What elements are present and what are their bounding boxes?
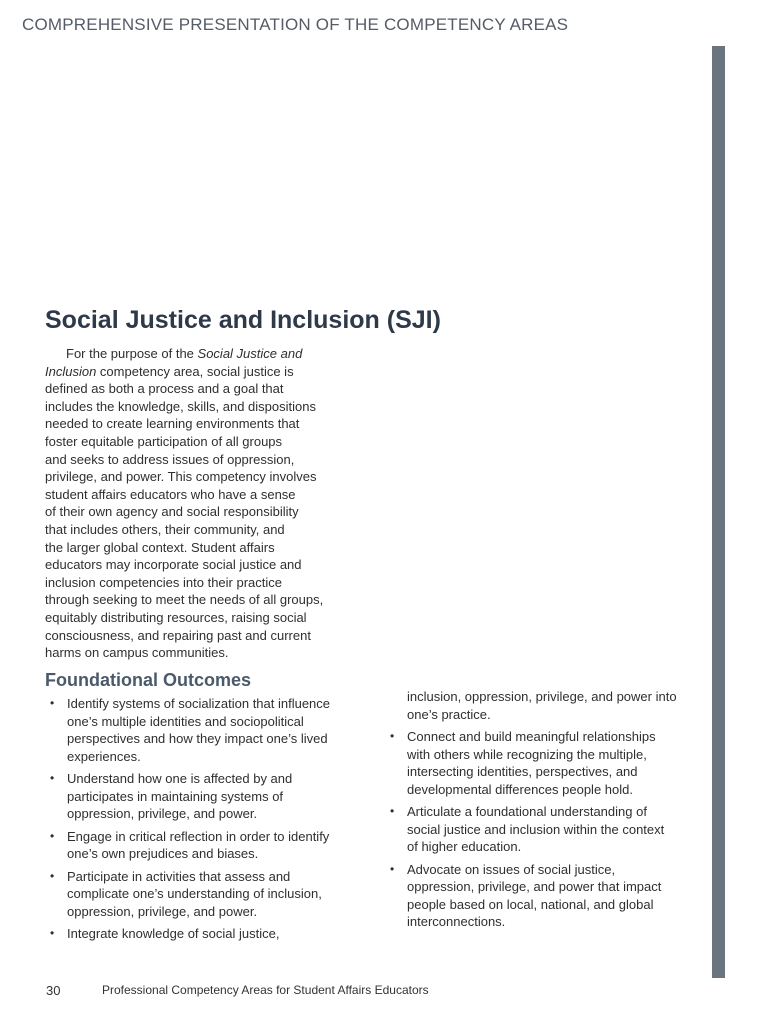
outcome-text-line: Articulate a foundational understanding of [407,804,647,819]
bullet-icon: • [390,729,395,743]
bullet-icon: • [50,771,55,785]
outcome-text-line: Integrate knowledge of social justice, [67,926,280,941]
outcome-item [388,861,708,931]
intro-text: competency area, social justice is [96,363,294,379]
outcome-text-line: Participate in activities that assess and [67,868,291,884]
footer-title: Professional Competency Areas for Student Affairs Educators [102,983,429,997]
outcome-item [48,770,368,823]
intro-line [45,644,365,662]
outcome-text-line: inclusion, oppression, privilege, and power into [407,689,677,704]
intro-line [45,627,365,645]
outcome-text-line: Understand how one is affected by and [67,771,293,786]
intro-text: and seeks to address issues of oppression, [45,451,295,467]
bullet-icon: • [50,828,55,843]
intro-line [45,591,365,609]
outcome-text-line: participates in maintaining systems of [67,788,284,804]
intro-text: equitably distributing resources, raising social [45,609,307,625]
side-accent-bar [712,46,725,978]
intro-text: of their own agency and social responsibility [45,504,299,520]
outcome-text-line: oppression, privilege, and power that impact [407,879,662,894]
intro-paragraph [45,345,365,662]
intro-line [45,398,365,416]
outcome-text-line: oppression, privilege, and power. [67,806,258,821]
bullet-icon: • [390,804,395,818]
outcome-text-line: social justice and inclusion within the context [407,821,665,837]
intro-text: that includes others, their community, and [45,521,285,537]
foundational-outcomes-heading: Foundational Outcomes [45,670,252,690]
outcomes-list-right [388,688,708,936]
outcome-text-line: with others while recognizing the multiple, [407,746,647,762]
intro-text: student affairs educators who have a sense [45,486,296,502]
outcome-text-line: interconnections. [407,914,506,929]
bullet-icon: • [50,868,55,883]
outcome-item [48,868,368,921]
intro-line [45,556,365,574]
intro-line [45,433,365,451]
intro-text: inclusion competencies into their practice [45,574,283,590]
outcome-item [48,695,368,765]
intro-text: harms on campus communities. [45,645,229,661]
intro-line [45,574,365,592]
outcome-text-line: one’s multiple identities and sociopolitical [67,713,304,729]
outcomes-list-left [48,695,368,948]
intro-text: privilege, and power. This competency involves [45,469,317,485]
bullet-icon: • [50,926,55,940]
intro-line [45,609,365,627]
intro-line [45,363,365,381]
outcome-text-line: oppression, privilege, and power. [67,903,258,919]
intro-text: educators may incorporate social justice and [45,557,302,573]
intro-text: foster equitable participation of all groups [45,433,283,449]
running-head: COMPREHENSIVE PRESENTATION OF THE COMPETENCY AREAS [22,15,569,34]
intro-text: consciousness, and repairing past and current [45,627,311,643]
outcome-text-line: complicate one’s understanding of inclusion, [67,886,322,901]
outcome-text-line: experiences. [67,748,141,764]
outcome-item [48,925,368,943]
bullet-icon: • [390,861,395,876]
intro-text: through seeking to meet the needs of all groups, [45,592,324,608]
intro-line [45,451,365,469]
intro-text: For the purpose of the [66,346,198,361]
outcome-text-line: perspectives and how they impact one’s lived [67,731,328,746]
page-number: 30 [46,983,61,998]
outcome-item [48,828,368,863]
outcome-text-line: Advocate on issues of social justice, [407,861,616,877]
outcome-item-continuation [388,688,708,723]
intro-text: defined as both a process and a goal that [45,381,284,397]
outcome-text-line: Connect and build meaningful relationships [407,729,656,744]
intro-line [45,503,365,521]
outcome-text-line: one’s practice. [407,706,491,722]
outcome-text-line: Identify systems of socialization that influence [67,696,331,711]
outcome-text-line: Engage in critical reflection in order to identify [67,828,330,844]
bullet-icon: • [50,696,55,710]
outcome-text-line: people based on local, national, and global [407,896,654,912]
outcome-item [388,803,708,856]
outcome-text-line: intersecting identities, perspectives, and [407,764,638,779]
intro-line [45,415,365,433]
outcome-text-line: one’s own prejudices and biases. [67,846,259,861]
intro-line [45,521,365,539]
intro-line [45,486,365,504]
intro-line [45,468,365,486]
outcome-text-line: developmental differences people hold. [407,781,633,797]
intro-line [45,345,365,363]
intro-text: includes the knowledge, skills, and dispositions [45,398,316,414]
intro-line [45,539,365,557]
intro-text: the larger global context. Student affairs [45,539,275,555]
outcome-text-line: of higher education. [407,839,522,854]
intro-line [45,380,365,398]
outcome-item [388,728,708,798]
section-title: Social Justice and Inclusion (SJI) [45,306,441,334]
intro-text: needed to create learning environments that [45,416,300,432]
intro-italic-term: Social Justice and [197,346,303,361]
intro-italic-term: Inclusion [45,363,97,379]
